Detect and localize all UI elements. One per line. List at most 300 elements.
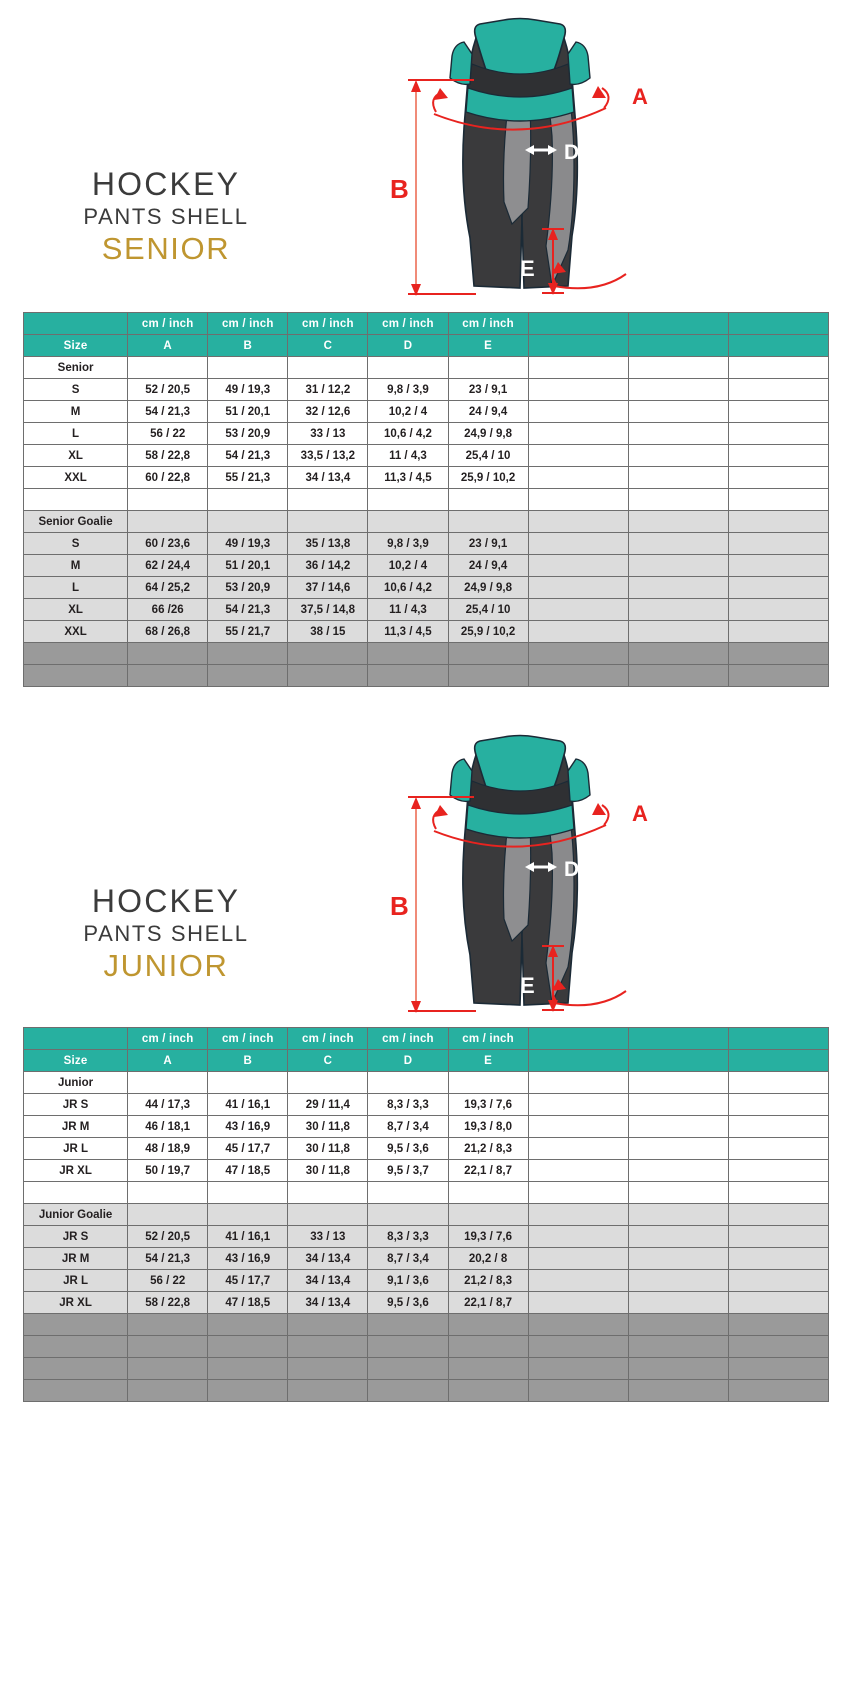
group-header-row: [24, 1072, 829, 1094]
row-size-label: L: [24, 577, 128, 599]
measurement-cell: 45 / 17,7: [208, 1138, 288, 1160]
hockey-pants-diagram: [368, 725, 668, 1025]
measure-label-b: B: [390, 174, 409, 204]
measurement-cell: 10,6 / 4,2: [368, 577, 448, 599]
measurement-cell: 25,9 / 10,2: [448, 621, 528, 643]
measurement-cell: 52 / 20,5: [128, 1226, 208, 1248]
footer-cell: [368, 1314, 448, 1336]
empty-cell: [728, 445, 828, 467]
empty-cell: [208, 357, 288, 379]
pants-right-lobe: [568, 759, 590, 801]
empty-cell: [628, 599, 728, 621]
measure-b-arrow-up: [411, 80, 421, 92]
header-unit-cell-4: cm / inch: [368, 313, 448, 335]
measure-label-d: D: [564, 858, 580, 881]
measurement-cell: 11,3 / 4,5: [368, 621, 448, 643]
footer-cell: [24, 643, 128, 665]
table-footer-row: [24, 1336, 829, 1358]
title-line-3: SENIOR: [101, 231, 231, 267]
table-row: [24, 1138, 829, 1160]
empty-cell: [528, 599, 628, 621]
footer-cell: [628, 1380, 728, 1402]
footer-cell: [728, 1380, 828, 1402]
spacer-cell: [448, 1182, 528, 1204]
measurement-cell: 34 / 13,4: [288, 1270, 368, 1292]
empty-cell: [528, 1138, 628, 1160]
spacer-cell: [368, 1182, 448, 1204]
measurement-cell: 32 / 12,6: [288, 401, 368, 423]
empty-cell: [628, 401, 728, 423]
empty-cell: [628, 1204, 728, 1226]
table-header-units: [24, 313, 829, 335]
table-row: [24, 423, 829, 445]
footer-cell: [24, 1314, 128, 1336]
table-footer-row: [24, 665, 829, 687]
spacer-cell: [728, 1182, 828, 1204]
footer-cell: [628, 1358, 728, 1380]
header-letter-cell-4: D: [368, 1050, 448, 1072]
table-spacer-row: [24, 489, 829, 511]
footer-cell: [628, 643, 728, 665]
table-spacer-row: [24, 1182, 829, 1204]
group-header-row: [24, 1204, 829, 1226]
header-unit-cell-6: [528, 1028, 628, 1050]
table-row: [24, 1160, 829, 1182]
empty-cell: [528, 357, 628, 379]
table-header-letters: [24, 335, 829, 357]
measurement-cell: 43 / 16,9: [208, 1116, 288, 1138]
row-size-label: XL: [24, 445, 128, 467]
measurement-cell: 60 / 23,6: [128, 533, 208, 555]
empty-cell: [628, 1226, 728, 1248]
empty-cell: [528, 1116, 628, 1138]
footer-cell: [728, 643, 828, 665]
measurement-cell: 35 / 13,8: [288, 533, 368, 555]
measurement-cell: 24,9 / 9,8: [448, 423, 528, 445]
header-unit-cell-5: cm / inch: [448, 313, 528, 335]
measurement-cell: 30 / 11,8: [288, 1160, 368, 1182]
header-letter-cell-7: [628, 1050, 728, 1072]
measurement-cell: 29 / 11,4: [288, 1094, 368, 1116]
empty-cell: [628, 1248, 728, 1270]
footer-cell: [288, 665, 368, 687]
pants-left-lobe: [450, 759, 472, 801]
measurement-cell: 41 / 16,1: [208, 1226, 288, 1248]
size-table: [23, 1027, 829, 1402]
measurement-cell: 10,6 / 4,2: [368, 423, 448, 445]
spacer-cell: [728, 489, 828, 511]
empty-cell: [528, 379, 628, 401]
footer-cell: [628, 1314, 728, 1336]
spacer-cell: [288, 1182, 368, 1204]
header-letter-cell-6: [528, 1050, 628, 1072]
measure-a-arrow-right: [592, 803, 606, 815]
row-size-label: XL: [24, 599, 128, 621]
empty-cell: [728, 533, 828, 555]
footer-cell: [128, 1380, 208, 1402]
empty-cell: [208, 1072, 288, 1094]
header-letter-cell-5: E: [448, 335, 528, 357]
empty-cell: [448, 357, 528, 379]
measurement-cell: 55 / 21,3: [208, 467, 288, 489]
measurement-cell: 33,5 / 13,2: [288, 445, 368, 467]
measurement-cell: 45 / 17,7: [208, 1270, 288, 1292]
header-letter-cell-8: [728, 1050, 828, 1072]
empty-cell: [628, 577, 728, 599]
empty-cell: [528, 1270, 628, 1292]
empty-cell: [288, 1204, 368, 1226]
measurement-cell: 52 / 20,5: [128, 379, 208, 401]
footer-cell: [728, 1358, 828, 1380]
table-row: [24, 445, 829, 467]
measurement-cell: 60 / 22,8: [128, 467, 208, 489]
footer-cell: [368, 1336, 448, 1358]
measurement-cell: 58 / 22,8: [128, 1292, 208, 1314]
measure-label-c: C: [600, 246, 616, 271]
empty-cell: [528, 1248, 628, 1270]
empty-cell: [728, 1292, 828, 1314]
measurement-cell: 8,3 / 3,3: [368, 1226, 448, 1248]
size-section-1: [0, 717, 852, 1418]
empty-cell: [208, 1204, 288, 1226]
header-unit-cell-8: [728, 313, 828, 335]
table-header-units: [24, 1028, 829, 1050]
row-size-label: XXL: [24, 621, 128, 643]
footer-cell: [448, 643, 528, 665]
measure-label-e: E: [520, 973, 535, 998]
measurement-cell: 22,1 / 8,7: [448, 1292, 528, 1314]
footer-cell: [24, 1336, 128, 1358]
spacer-cell: [128, 1182, 208, 1204]
measurement-cell: 11 / 4,3: [368, 599, 448, 621]
header-unit-cell-5: cm / inch: [448, 1028, 528, 1050]
header-letter-cell-3: C: [288, 335, 368, 357]
empty-cell: [368, 511, 448, 533]
measurement-cell: 62 / 24,4: [128, 555, 208, 577]
table-row: [24, 577, 829, 599]
title-line-3: JUNIOR: [103, 948, 229, 984]
measure-label-c: C: [600, 963, 616, 988]
measurement-cell: 9,5 / 3,7: [368, 1160, 448, 1182]
measurement-cell: 9,8 / 3,9: [368, 379, 448, 401]
footer-cell: [528, 1358, 628, 1380]
measurement-cell: 54 / 21,3: [208, 445, 288, 467]
measurement-cell: 58 / 22,8: [128, 445, 208, 467]
footer-cell: [288, 643, 368, 665]
title-line-2: PANTS SHELL: [83, 920, 249, 946]
row-size-label: M: [24, 555, 128, 577]
group-label: Junior Goalie: [24, 1204, 128, 1226]
empty-cell: [528, 511, 628, 533]
empty-cell: [128, 357, 208, 379]
footer-cell: [728, 1336, 828, 1358]
table-row: [24, 555, 829, 577]
spacer-cell: [24, 489, 128, 511]
empty-cell: [368, 1072, 448, 1094]
measurement-cell: 54 / 21,3: [208, 599, 288, 621]
empty-cell: [288, 511, 368, 533]
empty-cell: [288, 357, 368, 379]
group-header-row: [24, 511, 829, 533]
section-gap: [0, 1402, 852, 1418]
title-line-1: HOCKEY: [91, 883, 241, 919]
measurement-cell: 41 / 16,1: [208, 1094, 288, 1116]
measure-label-a: A: [632, 801, 648, 826]
empty-cell: [528, 1226, 628, 1248]
footer-cell: [24, 1358, 128, 1380]
empty-cell: [728, 1094, 828, 1116]
footer-cell: [448, 1336, 528, 1358]
measure-a-arrow-right: [592, 86, 606, 98]
group-label: Junior: [24, 1072, 128, 1094]
table-footer-row: [24, 1358, 829, 1380]
footer-cell: [208, 643, 288, 665]
footer-cell: [128, 1314, 208, 1336]
footer-cell: [448, 1314, 528, 1336]
pants-gusset: [504, 106, 531, 224]
section-title: [36, 168, 296, 267]
row-size-label: JR XL: [24, 1292, 128, 1314]
table-header-letters: [24, 1050, 829, 1072]
empty-cell: [448, 1072, 528, 1094]
row-size-label: JR S: [24, 1226, 128, 1248]
empty-cell: [628, 1292, 728, 1314]
footer-cell: [528, 1314, 628, 1336]
measurement-cell: 46 / 18,1: [128, 1116, 208, 1138]
empty-cell: [628, 379, 728, 401]
measurement-cell: 68 / 26,8: [128, 621, 208, 643]
empty-cell: [528, 577, 628, 599]
empty-cell: [728, 555, 828, 577]
row-size-label: JR M: [24, 1116, 128, 1138]
table-wrapper: [0, 1027, 852, 1402]
empty-cell: [728, 423, 828, 445]
measurement-cell: 8,7 / 3,4: [368, 1116, 448, 1138]
footer-cell: [448, 1358, 528, 1380]
footer-cell: [628, 1336, 728, 1358]
footer-cell: [528, 665, 628, 687]
empty-cell: [728, 467, 828, 489]
measurement-cell: 21,2 / 8,3: [448, 1138, 528, 1160]
row-size-label: JR M: [24, 1248, 128, 1270]
table-row: [24, 379, 829, 401]
spacer-cell: [288, 489, 368, 511]
measurement-cell: 51 / 20,1: [208, 401, 288, 423]
measurement-cell: 19,3 / 7,6: [448, 1094, 528, 1116]
empty-cell: [728, 577, 828, 599]
spacer-cell: [448, 489, 528, 511]
hero-area: [0, 0, 852, 312]
measurement-cell: 19,3 / 7,6: [448, 1226, 528, 1248]
empty-cell: [628, 1072, 728, 1094]
header-unit-cell-7: [628, 1028, 728, 1050]
empty-cell: [628, 1138, 728, 1160]
measurement-cell: 10,2 / 4: [368, 555, 448, 577]
header-unit-cell-6: [528, 313, 628, 335]
group-label: Senior: [24, 357, 128, 379]
section-title: [36, 885, 296, 984]
measure-label-a: A: [632, 84, 648, 109]
measurement-cell: 38 / 15: [288, 621, 368, 643]
header-unit-cell-4: cm / inch: [368, 1028, 448, 1050]
table-row: [24, 467, 829, 489]
measurement-cell: 47 / 18,5: [208, 1160, 288, 1182]
row-size-label: S: [24, 379, 128, 401]
measurement-cell: 34 / 13,4: [288, 1292, 368, 1314]
measure-a-arrow-left: [434, 88, 448, 100]
table-row: [24, 1248, 829, 1270]
empty-cell: [528, 1072, 628, 1094]
section-gap: [0, 687, 852, 717]
measurement-cell: 19,3 / 8,0: [448, 1116, 528, 1138]
empty-cell: [628, 1270, 728, 1292]
footer-cell: [368, 665, 448, 687]
pants-gusset: [504, 823, 531, 941]
pants-right-lobe: [568, 42, 590, 84]
empty-cell: [728, 1138, 828, 1160]
empty-cell: [528, 423, 628, 445]
footer-cell: [288, 1314, 368, 1336]
measurement-cell: 8,3 / 3,3: [368, 1094, 448, 1116]
measurement-cell: 34 / 13,4: [288, 467, 368, 489]
empty-cell: [728, 599, 828, 621]
measurement-cell: 10,2 / 4: [368, 401, 448, 423]
footer-cell: [448, 1380, 528, 1402]
empty-cell: [528, 555, 628, 577]
empty-cell: [288, 1072, 368, 1094]
measure-label-d: D: [564, 141, 580, 164]
measurement-cell: 54 / 21,3: [128, 401, 208, 423]
empty-cell: [628, 357, 728, 379]
empty-cell: [448, 511, 528, 533]
footer-cell: [128, 665, 208, 687]
header-unit-cell-8: [728, 1028, 828, 1050]
measurement-cell: 25,9 / 10,2: [448, 467, 528, 489]
empty-cell: [628, 511, 728, 533]
measurement-cell: 56 / 22: [128, 423, 208, 445]
empty-cell: [728, 1226, 828, 1248]
measure-label-e: E: [520, 256, 535, 281]
measurement-cell: 51 / 20,1: [208, 555, 288, 577]
row-size-label: L: [24, 423, 128, 445]
hero-area: [0, 717, 852, 1027]
measurement-cell: 24 / 9,4: [448, 401, 528, 423]
empty-cell: [628, 1116, 728, 1138]
measurement-cell: 50 / 19,7: [128, 1160, 208, 1182]
measurement-cell: 9,5 / 3,6: [368, 1138, 448, 1160]
footer-cell: [528, 1380, 628, 1402]
row-size-label: M: [24, 401, 128, 423]
footer-cell: [728, 665, 828, 687]
footer-cell: [208, 1380, 288, 1402]
footer-cell: [528, 643, 628, 665]
footer-cell: [288, 1380, 368, 1402]
footer-cell: [208, 1314, 288, 1336]
measurement-cell: 54 / 21,3: [128, 1248, 208, 1270]
row-size-label: XXL: [24, 467, 128, 489]
table-row: [24, 1116, 829, 1138]
header-letter-cell-7: [628, 335, 728, 357]
header-unit-cell-0: [24, 313, 128, 335]
spacer-cell: [628, 489, 728, 511]
header-unit-cell-3: cm / inch: [288, 1028, 368, 1050]
measurement-cell: 9,8 / 3,9: [368, 533, 448, 555]
measurement-cell: 36 / 14,2: [288, 555, 368, 577]
empty-cell: [628, 1160, 728, 1182]
empty-cell: [628, 423, 728, 445]
measurement-cell: 11,3 / 4,5: [368, 467, 448, 489]
spacer-cell: [208, 489, 288, 511]
spacer-cell: [24, 1182, 128, 1204]
title-line-1: HOCKEY: [91, 166, 241, 202]
empty-cell: [528, 533, 628, 555]
footer-cell: [368, 1358, 448, 1380]
hockey-pants-diagram: [368, 8, 668, 308]
measurement-cell: 64 / 25,2: [128, 577, 208, 599]
pants-top-teal: [475, 19, 566, 76]
empty-cell: [528, 467, 628, 489]
measurement-cell: 55 / 21,7: [208, 621, 288, 643]
row-size-label: JR XL: [24, 1160, 128, 1182]
empty-cell: [728, 1204, 828, 1226]
measure-label-b: B: [390, 891, 409, 921]
measurement-cell: 23 / 9,1: [448, 533, 528, 555]
footer-cell: [288, 1336, 368, 1358]
footer-cell: [128, 1336, 208, 1358]
measurement-cell: 43 / 16,9: [208, 1248, 288, 1270]
empty-cell: [728, 1270, 828, 1292]
group-label: Senior Goalie: [24, 511, 128, 533]
footer-cell: [528, 1336, 628, 1358]
header-letter-cell-0: Size: [24, 1050, 128, 1072]
footer-cell: [368, 643, 448, 665]
title-line-2: PANTS SHELL: [83, 203, 249, 229]
table-row: [24, 599, 829, 621]
measurement-cell: 23 / 9,1: [448, 379, 528, 401]
spacer-cell: [368, 489, 448, 511]
table-footer-row: [24, 1380, 829, 1402]
measurement-cell: 25,4 / 10: [448, 445, 528, 467]
table-row: [24, 1270, 829, 1292]
table-row: [24, 621, 829, 643]
measurement-cell: 48 / 18,9: [128, 1138, 208, 1160]
footer-cell: [728, 1314, 828, 1336]
empty-cell: [528, 401, 628, 423]
empty-cell: [728, 401, 828, 423]
empty-cell: [628, 467, 728, 489]
empty-cell: [728, 1072, 828, 1094]
table-footer-row: [24, 643, 829, 665]
spacer-cell: [208, 1182, 288, 1204]
table-row: [24, 533, 829, 555]
empty-cell: [528, 621, 628, 643]
empty-cell: [128, 1204, 208, 1226]
empty-cell: [528, 1160, 628, 1182]
table-row: [24, 1094, 829, 1116]
footer-cell: [128, 643, 208, 665]
empty-cell: [528, 1094, 628, 1116]
measurement-cell: 24,9 / 9,8: [448, 577, 528, 599]
table-row: [24, 401, 829, 423]
header-letter-cell-0: Size: [24, 335, 128, 357]
footer-cell: [628, 665, 728, 687]
measurement-cell: 33 / 13: [288, 423, 368, 445]
row-size-label: S: [24, 533, 128, 555]
measure-b-arrow-up: [411, 797, 421, 809]
measurement-cell: 53 / 20,9: [208, 577, 288, 599]
pants-left-lobe: [450, 42, 472, 84]
measurement-cell: 21,2 / 8,3: [448, 1270, 528, 1292]
